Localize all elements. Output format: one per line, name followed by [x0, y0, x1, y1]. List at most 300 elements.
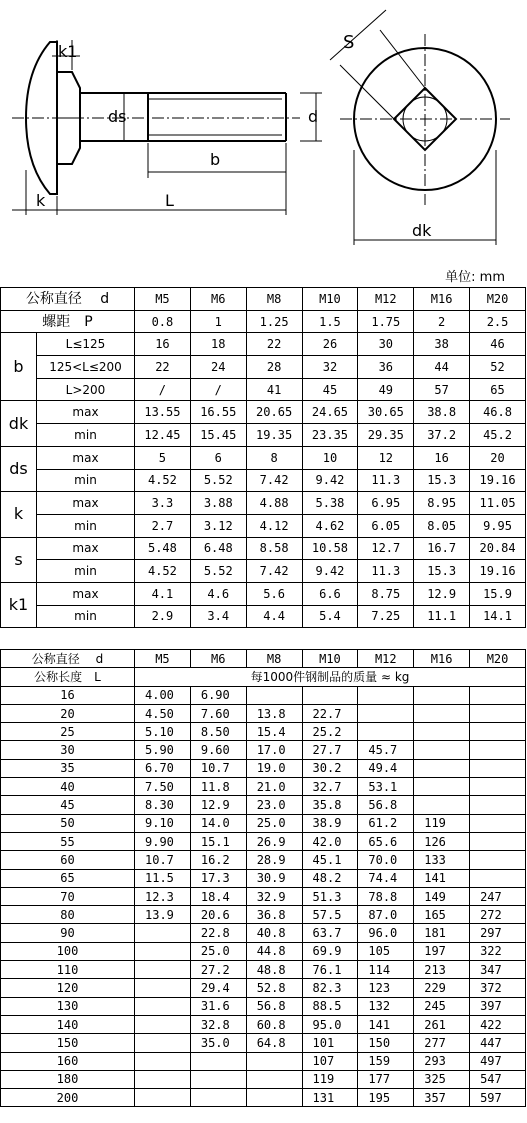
mass-value	[135, 997, 191, 1015]
mass-value: 119	[302, 1070, 358, 1088]
mass-value: 12.3	[135, 887, 191, 905]
size-header: M12	[358, 650, 414, 668]
mass-value	[470, 759, 526, 777]
mass-value: 372	[470, 979, 526, 997]
mass-value: 51.3	[302, 887, 358, 905]
table-cell: 3.12	[190, 514, 246, 537]
table-cell: 5.4	[302, 605, 358, 628]
table-cell: 28	[246, 356, 302, 379]
table-cell: 2.7	[135, 514, 191, 537]
mass-value: 20.6	[190, 906, 246, 924]
mass-value: 40.8	[246, 924, 302, 942]
mass-value: 69.9	[302, 942, 358, 960]
table-cell: 10.58	[302, 537, 358, 560]
table-cell: 29.35	[358, 424, 414, 447]
mass-value	[414, 686, 470, 704]
mass-value	[358, 686, 414, 704]
mass-value	[470, 796, 526, 814]
table-row	[1, 1070, 526, 1088]
mass-value: 15.4	[246, 723, 302, 741]
mass-value: 14.0	[190, 814, 246, 832]
mass-value: 38.9	[302, 814, 358, 832]
mass-value: 7.50	[135, 778, 191, 796]
length-value: 200	[1, 1089, 135, 1107]
mass-value: 32.7	[302, 778, 358, 796]
row-label: max	[37, 401, 135, 424]
table-row	[1, 446, 526, 469]
mass-value: 32.8	[190, 1015, 246, 1033]
mass-value: 12.9	[190, 796, 246, 814]
size-header: M5	[135, 288, 191, 311]
table-cell: 23.35	[302, 424, 358, 447]
mass-value: 123	[358, 979, 414, 997]
mass-value: 16.2	[190, 851, 246, 869]
table-row	[1, 961, 526, 979]
mass-value: 141	[358, 1015, 414, 1033]
nominal-length-label: 公称长度 L	[1, 668, 135, 686]
mass-value: 27.2	[190, 961, 246, 979]
mass-value: 322	[470, 942, 526, 960]
mass-value	[190, 1052, 246, 1070]
length-value: 60	[1, 851, 135, 869]
length-value: 25	[1, 723, 135, 741]
table-cell: 16.55	[190, 401, 246, 424]
table-cell: 22	[135, 356, 191, 379]
table-cell: 19.16	[470, 469, 526, 492]
table-cell: 11.05	[470, 492, 526, 515]
table-cell: 41	[246, 378, 302, 401]
mass-value: 7.60	[190, 704, 246, 722]
table-cell: 3.4	[190, 605, 246, 628]
mass-value: 277	[414, 1034, 470, 1052]
table-cell: 5.38	[302, 492, 358, 515]
mass-value	[135, 1070, 191, 1088]
length-value: 45	[1, 796, 135, 814]
table-row	[1, 686, 526, 704]
table-row	[1, 650, 526, 668]
mass-value: 64.8	[246, 1034, 302, 1052]
table-cell: 4.88	[246, 492, 302, 515]
mass-value: 70.0	[358, 851, 414, 869]
mass-value: 149	[414, 887, 470, 905]
nominal-diameter-label: 公称直径 d	[1, 288, 135, 311]
table-cell: 38.8	[414, 401, 470, 424]
table-cell: 45	[302, 378, 358, 401]
size-header: M8	[246, 288, 302, 311]
mass-value: 19.0	[246, 759, 302, 777]
bolt-drawing	[0, 0, 527, 255]
d-label: d	[308, 107, 319, 126]
table-cell: 9.42	[302, 469, 358, 492]
row-label: L>200	[37, 378, 135, 401]
mass-value: 13.9	[135, 906, 191, 924]
table-cell: 5.48	[135, 537, 191, 560]
table-cell: 16.7	[414, 537, 470, 560]
L-label: L	[165, 191, 174, 210]
row-label: min	[37, 514, 135, 537]
table-row	[1, 469, 526, 492]
length-value: 30	[1, 741, 135, 759]
mass-value: 13.8	[246, 704, 302, 722]
mass-value: 48.8	[246, 961, 302, 979]
mass-value: 82.3	[302, 979, 358, 997]
mass-value: 10.7	[190, 759, 246, 777]
length-value: 90	[1, 924, 135, 942]
table-cell: 12.9	[414, 582, 470, 605]
table-cell: 7.42	[246, 560, 302, 583]
mass-value: 357	[414, 1089, 470, 1107]
size-header: M6	[190, 650, 246, 668]
mass-value: 107	[302, 1052, 358, 1070]
mass-value: 133	[414, 851, 470, 869]
mass-value: 9.10	[135, 814, 191, 832]
unit-label: 单位: mm	[445, 270, 505, 285]
table-cell: 22	[246, 333, 302, 356]
mass-value: 597	[470, 1089, 526, 1107]
table-cell: 10	[302, 446, 358, 469]
table-cell: 4.6	[190, 582, 246, 605]
length-value: 20	[1, 704, 135, 722]
length-value: 130	[1, 997, 135, 1015]
mass-value: 547	[470, 1070, 526, 1088]
table-cell: 11.1	[414, 605, 470, 628]
mass-value: 53.1	[358, 778, 414, 796]
table-row	[1, 924, 526, 942]
table-cell: 32	[302, 356, 358, 379]
row-label: min	[37, 424, 135, 447]
mass-value: 21.0	[246, 778, 302, 796]
mass-value	[135, 961, 191, 979]
size-header: M16	[414, 288, 470, 311]
mass-value	[470, 869, 526, 887]
pitch-value: 1	[190, 310, 246, 333]
mass-value: 195	[358, 1089, 414, 1107]
mass-value: 42.0	[302, 832, 358, 850]
length-value: 40	[1, 778, 135, 796]
table-row	[1, 759, 526, 777]
mass-value	[414, 704, 470, 722]
mass-value	[470, 814, 526, 832]
size-header: M12	[358, 288, 414, 311]
mass-value: 35.8	[302, 796, 358, 814]
table-cell: 24	[190, 356, 246, 379]
table-cell: 6.6	[302, 582, 358, 605]
table-cell: /	[135, 378, 191, 401]
mass-value: 28.9	[246, 851, 302, 869]
table-row	[1, 1034, 526, 1052]
table-cell: 6.48	[190, 537, 246, 560]
length-value: 120	[1, 979, 135, 997]
size-header: M10	[302, 288, 358, 311]
parameter-symbol: ds	[1, 446, 37, 491]
table-cell: 12	[358, 446, 414, 469]
table-row	[1, 582, 526, 605]
mass-value: 131	[302, 1089, 358, 1107]
mass-value: 30.2	[302, 759, 358, 777]
table-row	[1, 560, 526, 583]
k-label: k	[36, 191, 46, 210]
mass-value: 177	[358, 1070, 414, 1088]
mass-value: 25.0	[246, 814, 302, 832]
mass-value: 22.7	[302, 704, 358, 722]
mass-value: 447	[470, 1034, 526, 1052]
mass-value: 11.5	[135, 869, 191, 887]
mass-value	[246, 1070, 302, 1088]
table-cell: 6.95	[358, 492, 414, 515]
mass-value	[135, 924, 191, 942]
table-cell: 65	[470, 378, 526, 401]
table-cell: 20.84	[470, 537, 526, 560]
table-row	[1, 851, 526, 869]
mass-value	[135, 1015, 191, 1033]
table-cell: 49	[358, 378, 414, 401]
pitch-value: 2.5	[470, 310, 526, 333]
mass-value: 101	[302, 1034, 358, 1052]
length-value: 100	[1, 942, 135, 960]
table-cell: 38	[414, 333, 470, 356]
mass-value	[470, 723, 526, 741]
mass-value: 26.9	[246, 832, 302, 850]
mass-value: 22.8	[190, 924, 246, 942]
row-label: min	[37, 605, 135, 628]
mass-value: 60.8	[246, 1015, 302, 1033]
table-cell: 8.95	[414, 492, 470, 515]
mass-value: 25.2	[302, 723, 358, 741]
mass-value	[135, 1089, 191, 1107]
mass-value: 61.2	[358, 814, 414, 832]
mass-value	[246, 686, 302, 704]
mass-value	[470, 851, 526, 869]
mass-value: 4.00	[135, 686, 191, 704]
mass-value: 87.0	[358, 906, 414, 924]
length-value: 65	[1, 869, 135, 887]
table-row	[1, 1089, 526, 1107]
mass-value	[135, 1052, 191, 1070]
mass-value: 141	[414, 869, 470, 887]
table-row	[1, 942, 526, 960]
mass-value	[135, 1034, 191, 1052]
mass-value: 105	[358, 942, 414, 960]
table-cell: 4.52	[135, 469, 191, 492]
table-row	[1, 401, 526, 424]
table-cell: 52	[470, 356, 526, 379]
table-row	[1, 832, 526, 850]
mass-value	[135, 979, 191, 997]
parameter-symbol: k1	[1, 582, 37, 627]
mass-value: 45.7	[358, 741, 414, 759]
table-cell: 12.45	[135, 424, 191, 447]
size-header: M20	[470, 288, 526, 311]
pitch-value: 1.75	[358, 310, 414, 333]
mass-value	[135, 942, 191, 960]
table-row	[1, 514, 526, 537]
length-value: 55	[1, 832, 135, 850]
table-cell: 6.05	[358, 514, 414, 537]
table-cell: 8.05	[414, 514, 470, 537]
mass-value: 10.7	[135, 851, 191, 869]
table-row	[1, 310, 526, 333]
table-cell: 37.2	[414, 424, 470, 447]
size-header: M8	[246, 650, 302, 668]
size-header: M5	[135, 650, 191, 668]
mass-value: 6.70	[135, 759, 191, 777]
mass-value: 74.4	[358, 869, 414, 887]
mass-value: 159	[358, 1052, 414, 1070]
table-cell: 15.45	[190, 424, 246, 447]
mass-value: 181	[414, 924, 470, 942]
dk-label: dk	[412, 221, 432, 240]
row-label: max	[37, 492, 135, 515]
mass-value: 25.0	[190, 942, 246, 960]
mass-value: 9.90	[135, 832, 191, 850]
table-row	[1, 1015, 526, 1033]
table-cell: 4.12	[246, 514, 302, 537]
length-value: 80	[1, 906, 135, 924]
table-cell: 4.1	[135, 582, 191, 605]
mass-value	[246, 1052, 302, 1070]
pitch-label: 螺距 P	[1, 310, 135, 333]
table-row	[1, 668, 526, 686]
mass-value: 132	[358, 997, 414, 1015]
table-cell: 30.65	[358, 401, 414, 424]
table-cell: 46	[470, 333, 526, 356]
table-row	[1, 906, 526, 924]
table-cell: 30	[358, 333, 414, 356]
mass-value: 65.6	[358, 832, 414, 850]
table-cell: 24.65	[302, 401, 358, 424]
length-value: 180	[1, 1070, 135, 1088]
mass-value: 56.8	[246, 997, 302, 1015]
row-label: max	[37, 582, 135, 605]
mass-value	[414, 723, 470, 741]
mass-value: 229	[414, 979, 470, 997]
mass-value: 95.0	[302, 1015, 358, 1033]
pitch-value: 1.5	[302, 310, 358, 333]
mass-value: 150	[358, 1034, 414, 1052]
table-cell: 15.3	[414, 560, 470, 583]
mass-value: 397	[470, 997, 526, 1015]
table-cell: 13.55	[135, 401, 191, 424]
table-cell: 19.35	[246, 424, 302, 447]
mass-value: 88.5	[302, 997, 358, 1015]
mass-value: 35.0	[190, 1034, 246, 1052]
table-row	[1, 723, 526, 741]
row-label: max	[37, 446, 135, 469]
table-cell: 4.52	[135, 560, 191, 583]
table-cell: 6	[190, 446, 246, 469]
size-header: M10	[302, 650, 358, 668]
mass-value	[246, 1089, 302, 1107]
table-cell: 5	[135, 446, 191, 469]
mass-value: 119	[414, 814, 470, 832]
table-cell: 4.62	[302, 514, 358, 537]
mass-value: 213	[414, 961, 470, 979]
table-row	[1, 333, 526, 356]
mass-value	[358, 723, 414, 741]
length-value: 140	[1, 1015, 135, 1033]
mass-value: 11.8	[190, 778, 246, 796]
table-cell: 15.9	[470, 582, 526, 605]
table-row	[1, 979, 526, 997]
mass-value: 56.8	[358, 796, 414, 814]
mass-value: 8.30	[135, 796, 191, 814]
mass-value: 261	[414, 1015, 470, 1033]
table-cell: 14.1	[470, 605, 526, 628]
table-row	[1, 741, 526, 759]
table-cell: 8	[246, 446, 302, 469]
mass-value: 114	[358, 961, 414, 979]
row-label: L≤125	[37, 333, 135, 356]
table-cell: 44	[414, 356, 470, 379]
mass-value: 165	[414, 906, 470, 924]
mass-value: 23.0	[246, 796, 302, 814]
pitch-value: 1.25	[246, 310, 302, 333]
table-cell: 2.9	[135, 605, 191, 628]
table-row	[1, 356, 526, 379]
mass-value: 6.90	[190, 686, 246, 704]
table-cell: 11.3	[358, 560, 414, 583]
length-value: 16	[1, 686, 135, 704]
length-value: 70	[1, 887, 135, 905]
nominal-diameter-label: 公称直径 d	[1, 650, 135, 668]
dimension-table	[0, 287, 526, 628]
mass-value	[470, 741, 526, 759]
length-value: 35	[1, 759, 135, 777]
table-cell: 15.3	[414, 469, 470, 492]
mass-value: 325	[414, 1070, 470, 1088]
table-cell: 46.8	[470, 401, 526, 424]
table-row	[1, 492, 526, 515]
table-cell: 9.42	[302, 560, 358, 583]
mass-value: 497	[470, 1052, 526, 1070]
mass-value: 32.9	[246, 887, 302, 905]
table-cell: /	[190, 378, 246, 401]
mass-value: 8.50	[190, 723, 246, 741]
mass-value: 15.1	[190, 832, 246, 850]
mass-value	[190, 1089, 246, 1107]
row-label: min	[37, 469, 135, 492]
table-cell: 16	[135, 333, 191, 356]
mass-value	[470, 778, 526, 796]
mass-value: 76.1	[302, 961, 358, 979]
mass-value: 247	[470, 887, 526, 905]
row-label: min	[37, 560, 135, 583]
mass-value: 9.60	[190, 741, 246, 759]
mass-value	[414, 796, 470, 814]
mass-value	[470, 832, 526, 850]
table-cell: 5.6	[246, 582, 302, 605]
parameter-symbol: k	[1, 492, 37, 537]
mass-value: 272	[470, 906, 526, 924]
table-cell: 3.88	[190, 492, 246, 515]
pitch-value: 2	[414, 310, 470, 333]
table-cell: 12.7	[358, 537, 414, 560]
length-value: 160	[1, 1052, 135, 1070]
mass-value: 18.4	[190, 887, 246, 905]
mass-value	[470, 704, 526, 722]
mass-value	[302, 686, 358, 704]
parameter-symbol: s	[1, 537, 37, 582]
mass-caption: 每1000件钢制品的质量 ≈ kg	[135, 668, 526, 686]
mass-value	[414, 778, 470, 796]
table-cell: 5.52	[190, 560, 246, 583]
table-cell: 18	[190, 333, 246, 356]
table-cell: 9.95	[470, 514, 526, 537]
mass-value: 17.3	[190, 869, 246, 887]
table-cell: 36	[358, 356, 414, 379]
table-row	[1, 1052, 526, 1070]
table-cell: 7.42	[246, 469, 302, 492]
